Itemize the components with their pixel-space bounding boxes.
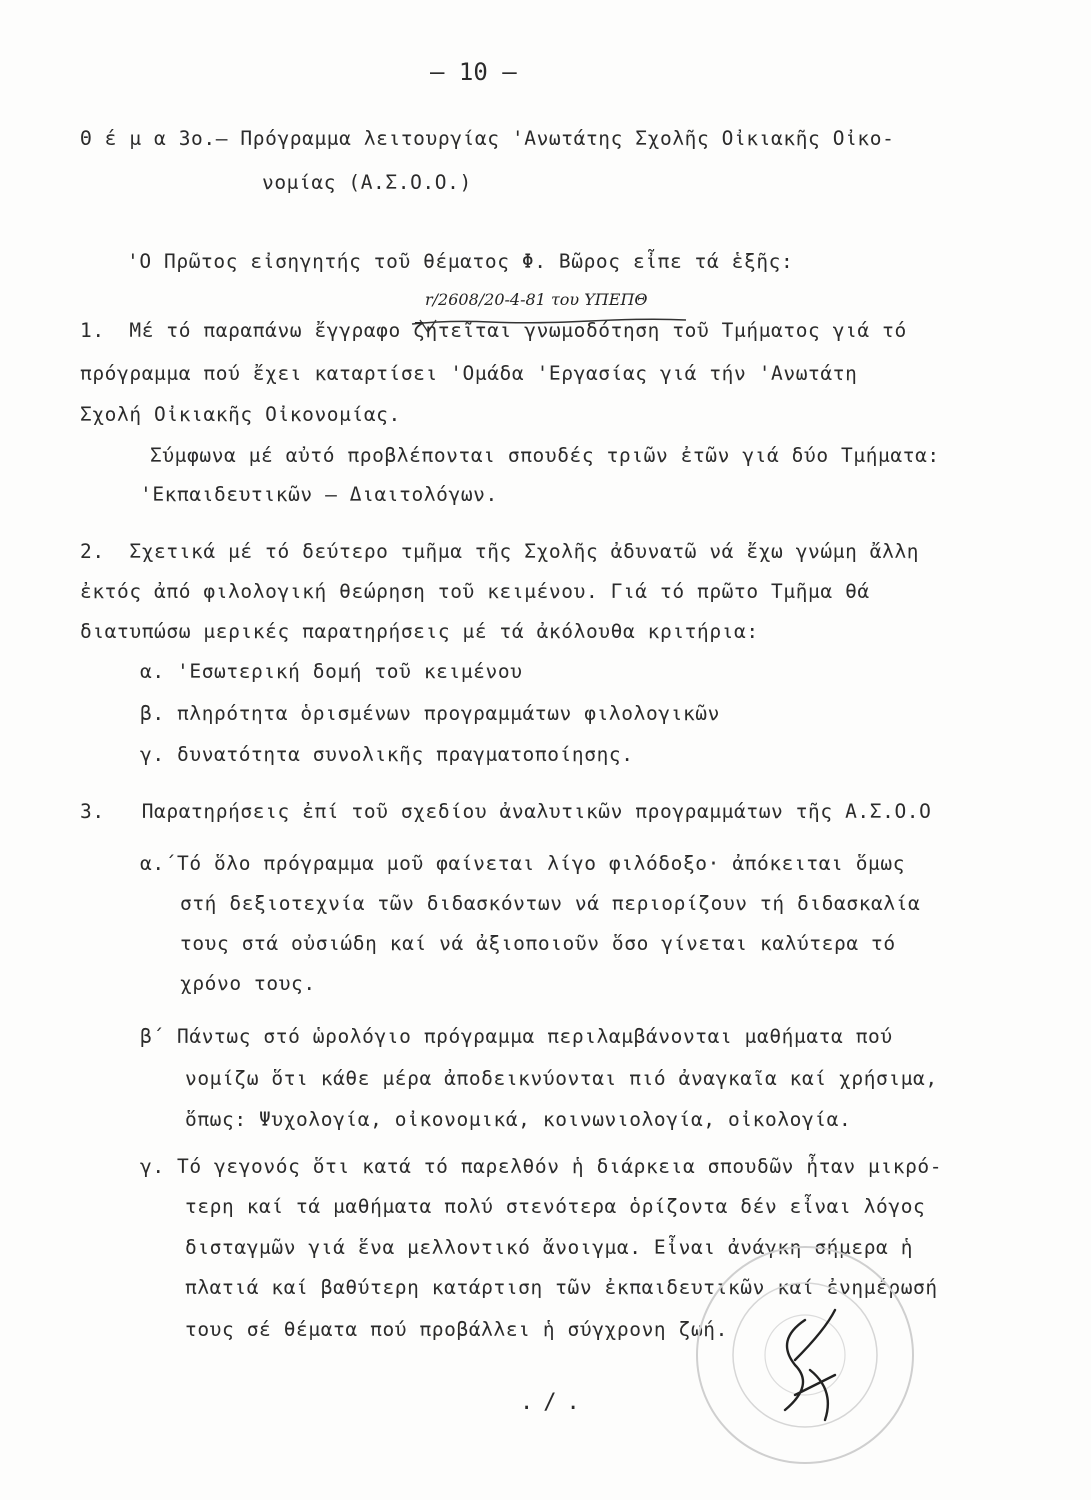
criterion-a: α. 'Εσωτερική δομή τοῦ κειμένου — [140, 660, 523, 683]
paragraph-2-line-1: 2. Σχετικά μέ τό δεύτερο τμῆμα τῆς Σχολῆς ἀδυνατῶ νά ἔχω γνώμη ἄλλη — [80, 540, 920, 563]
heading-line-1: Θ έ μ α 3ο.– Πρόγραμμα λειτουργίας 'Ανωτάτης Σχολῆς Οἰκιακῆς Οἰκο- — [80, 127, 895, 150]
remark-c-line-4: πλατιά καί βαθύτερη κατάρτιση τῶν ἐκπαιδευτικῶν καί ἐνημέρωσή — [185, 1276, 938, 1299]
remark-a-line-4: χρόνο τους. — [180, 972, 316, 995]
paragraph-2-line-3: διατυπώσω μερικές παρατηρήσεις μέ τά ἀκόλουθα κριτήρια: — [80, 620, 759, 643]
continuation-mark: ./. — [520, 1390, 590, 1415]
handwritten-reference-note: r/2608/20-4-81 του ΥΠΕΠΘ — [425, 290, 648, 309]
paragraph-1-line-4: Σύμφωνα μέ αὐτό προβλέπονται σπουδές τριῶν ἐτῶν γιά δύο Τμήματα: — [150, 444, 940, 467]
paragraph-1-line-5: 'Εκπαιδευτικῶν – Διαιτολόγων. — [140, 483, 498, 506]
criterion-b: β. πληρότητα ὁρισμένων προγραμμάτων φιλολογικῶν — [140, 702, 720, 725]
remark-a-line-3: τους στά οὐσιώδη καί νά ἀξιοποιοῦν ὅσο γίνεται καλύτερα τό — [180, 932, 896, 955]
remark-a-line-2: στή δεξιοτεχνία τῶν διδασκόντων νά περιορίζουν τή διδασκαλία — [180, 892, 921, 915]
remark-c-line-2: τερη καί τά μαθήματα πολύ στενότερα ὁρίζοντα δέν εἶναι λόγος — [185, 1195, 926, 1218]
remark-b-line-1: β´ Πάντως στό ὡρολόγιο πρόγραμμα περιλαμβάνονται μαθήματα πού — [140, 1025, 893, 1048]
paragraph-1-line-2: πρόγραμμα πού ἔχει καταρτίσει 'Ομάδα 'Εργασίας γιά τήν 'Ανωτάτη — [80, 362, 858, 385]
remark-c-line-1: γ. Τό γεγονός ὅτι κατά τό παρελθόν ἡ διάρκεια σπουδῶν ἦταν μικρό- — [140, 1155, 943, 1178]
heading-line-2: νομίας (Α.Σ.Ο.Ο.) — [262, 171, 472, 194]
paragraph-1-line-1: 1. Μέ τό παραπάνω ἔγγραφο ζητεῖται γνωμοδότηση τοῦ Τμήματος γιά τό — [80, 319, 907, 342]
intro-line: 'Ο Πρῶτος εἰσηγητής τοῦ θέματος Φ. Βῶρος εἶπε τά ἑξῆς: — [127, 250, 794, 273]
remark-b-line-3: ὅπως: Ψυχολογία, οἰκονομικά, κοινωνιολογία, οἰκολογία. — [185, 1108, 852, 1131]
remark-b-line-2: νομίζω ὅτι κάθε μέρα ἀποδεικνύονται πιό ἀναγκαῖα καί χρήσιμα, — [185, 1067, 938, 1090]
paragraph-2-line-2: ἐκτός ἀπό φιλολογική θεώρηση τοῦ κειμένου. Γιά τό πρῶτο Τμῆμα θά — [80, 580, 870, 603]
criterion-c: γ. δυνατότητα συνολικῆς πραγματοποίησης. — [140, 743, 634, 766]
paragraph-3-line-1: 3. Παρατηρήσεις ἐπί τοῦ σχεδίου ἀναλυτικῶν προγραμμάτων τῆς Α.Σ.Ο.Ο — [80, 800, 932, 823]
handwritten-signature — [765, 1300, 855, 1430]
remark-c-line-5: τους σέ θέματα πού προβάλλει ἡ σύγχρονη ζωή. — [185, 1318, 728, 1341]
page-number: – 10 – — [430, 58, 517, 86]
remark-c-line-3: δισταγμῶν γιά ἕνα μελλοντικό ἄνοιγμα. Εἶναι ἀνάγκη σήμερα ἡ — [185, 1236, 914, 1259]
remark-a-line-1: α.´Τό ὅλο πρόγραμμα μοῦ φαίνεται λίγο φιλόδοξο· ἀπόκειται ὅμως — [140, 852, 906, 875]
paragraph-1-line-3: Σχολή Οἰκιακῆς Οἰκονομίας. — [80, 403, 401, 426]
